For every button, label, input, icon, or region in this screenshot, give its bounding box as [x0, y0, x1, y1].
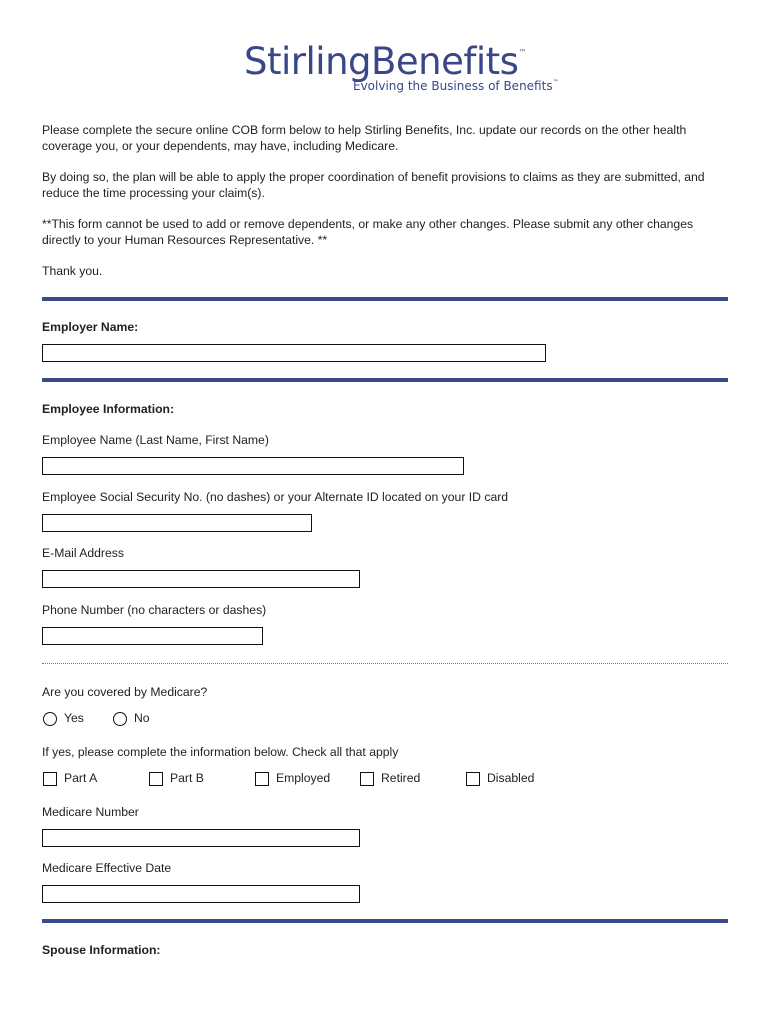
dotted-divider [42, 663, 728, 664]
intro-paragraph-3: **This form cannot be used to add or remove dependents, or make any other changes. Please submit any other changes directly to your Human Resources Representative. ** [42, 217, 694, 247]
phone-input[interactable] [42, 627, 263, 645]
medicare-no-label: No [134, 711, 150, 725]
email-label: E-Mail Address [42, 546, 124, 560]
section-divider [42, 919, 728, 923]
medicare-no-radio[interactable] [113, 712, 127, 726]
employed-label: Employed [276, 771, 331, 785]
disabled-label: Disabled [487, 771, 535, 785]
part-b-label: Part B [170, 771, 204, 785]
medicare-effective-date-label: Medicare Effective Date [42, 861, 172, 875]
employee-ssn-input[interactable] [42, 514, 312, 532]
part-a-label: Part A [64, 771, 98, 785]
employer-name-label: Employer Name: [42, 320, 139, 334]
intro-paragraph-1: Please complete the secure online COB form below to help Stirling Benefits, Inc. update our records on the other health coverage you, or your dependents, may have, including Medicare. [42, 123, 687, 153]
intro-paragraph-2: By doing so, the plan will be able to apply the proper coordination of benefit provisions to claims as they are submitted, and reduce the time processing your claim(s). [42, 170, 705, 200]
thank-you-text: Thank you. [42, 264, 103, 278]
section-divider [42, 297, 728, 301]
logo-name: StirlingBenefits [244, 40, 519, 83]
section-divider [42, 378, 728, 382]
spouse-information-heading: Spouse Information: [42, 943, 161, 957]
phone-label: Phone Number (no characters or dashes) [42, 603, 267, 617]
medicare-yes-label: Yes [64, 711, 84, 725]
medicare-number-label: Medicare Number [42, 805, 139, 819]
email-input[interactable] [42, 570, 360, 588]
employee-information-heading: Employee Information: [42, 402, 175, 416]
retired-checkbox[interactable] [360, 772, 374, 786]
employee-name-label: Employee Name (Last Name, First Name) [42, 433, 269, 447]
logo-tagline-text: Evolving the Business of Benefits [353, 79, 553, 93]
logo-tagline-tm: ™ [552, 79, 559, 86]
medicare-question: Are you covered by Medicare? [42, 685, 208, 699]
medicare-number-input[interactable] [42, 829, 360, 847]
disabled-checkbox[interactable] [466, 772, 480, 786]
medicare-yes-radio[interactable] [43, 712, 57, 726]
employee-name-input[interactable] [42, 457, 464, 475]
employer-name-input[interactable] [42, 344, 546, 362]
medicare-instructions: If yes, please complete the information below. Check all that apply [42, 745, 399, 759]
logo-tm: ™ [518, 48, 526, 57]
part-a-checkbox[interactable] [43, 772, 57, 786]
part-b-checkbox[interactable] [149, 772, 163, 786]
medicare-effective-date-input[interactable] [42, 885, 360, 903]
stirling-benefits-logo [0, 40, 770, 83]
employed-checkbox[interactable] [255, 772, 269, 786]
logo-tagline [353, 79, 559, 93]
employee-ssn-label: Employee Social Security No. (no dashes) or your Alternate ID located on your ID card [42, 490, 509, 504]
retired-label: Retired [381, 771, 421, 785]
